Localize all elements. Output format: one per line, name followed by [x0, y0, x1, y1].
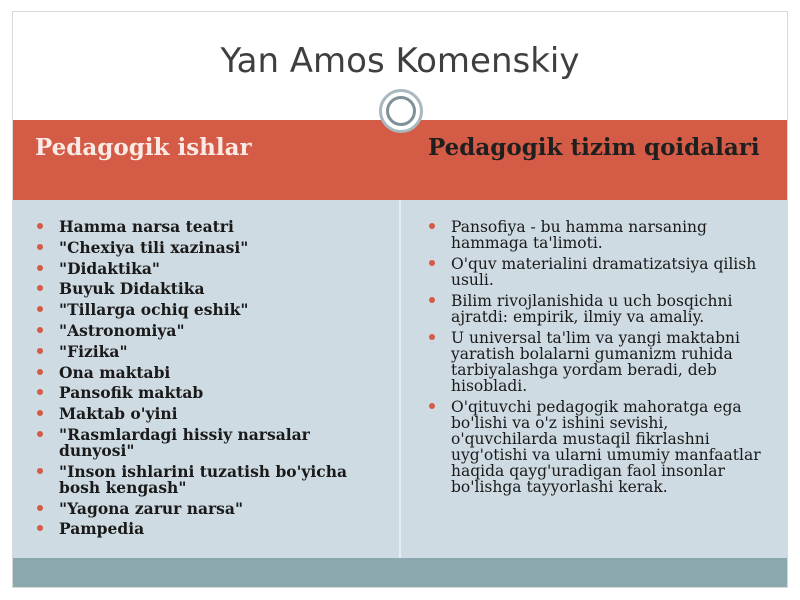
list-item-text: Ona maktabi: [59, 362, 171, 382]
list-item-text: Maktab o'yini: [59, 404, 178, 424]
bullet-icon: [37, 410, 43, 416]
list-item: [37, 341, 377, 361]
right-bullet-list: [427, 219, 772, 500]
list-item-text: "Chexiya tili xazinasi": [59, 237, 249, 257]
bullet-icon: [37, 265, 43, 271]
bullet-icon: [429, 223, 435, 229]
slide: [13, 12, 787, 587]
bullet-icon: [37, 348, 43, 354]
list-item: [37, 237, 377, 257]
list-item: [37, 302, 377, 318]
bullet-icon: [37, 369, 43, 375]
left-bullet-list: [37, 219, 377, 542]
bullet-icon: [37, 244, 43, 250]
list-item: [427, 399, 772, 495]
bullet-icon: [37, 306, 43, 312]
bullet-icon: [37, 468, 43, 474]
bullet-icon: [37, 223, 43, 229]
list-item: [37, 385, 377, 401]
left-column-header: Pedagogik ishlar: [35, 134, 252, 161]
list-item-text: O'qituvchi pedagogik mahoratga ega bo'lishi va o'z ishini sevishi, o'quvchilarda mustaqil fikrlashni uyg'otishi va ularni umumiy manfaatlar haqida qayg'uradigan faol insonlar bo'lishga tayyorlashi kerak.: [451, 398, 761, 496]
list-item-text: "Didaktika": [59, 258, 160, 278]
list-item: [427, 256, 772, 288]
list-item: [37, 281, 377, 297]
right-column-header: Pedagogik tizim qoidalari: [428, 134, 760, 161]
list-item-text: "Rasmlardagi hissiy narsalar dunyosi": [59, 424, 310, 460]
list-item-text: Hamma narsa teatri: [59, 217, 234, 236]
list-item-text: "Inson ishlarini tuzatish bo'yicha bosh kengash": [59, 461, 348, 497]
list-item: [37, 521, 377, 537]
bullet-icon: [429, 334, 435, 340]
list-item-text: Bilim rivojlanishida u uch bosqichni ajratdi: empirik, ilmiy va amaliy.: [451, 292, 733, 326]
column-divider: [399, 200, 401, 558]
list-item: [37, 424, 377, 460]
list-item: [427, 330, 772, 394]
bullet-icon: [37, 505, 43, 511]
list-item: [37, 406, 377, 422]
bullet-icon: [37, 285, 43, 291]
list-item-text: Pansofik maktab: [59, 383, 204, 403]
list-item: [37, 498, 377, 518]
bullet-icon: [37, 525, 43, 531]
list-item: [37, 320, 377, 340]
bullet-icon: [37, 389, 43, 395]
list-item-text: "Tillarga ochiq eshik": [59, 300, 249, 320]
list-item-text: "Fizika": [59, 341, 128, 361]
list-item-text: "Yagona zarur narsa": [59, 498, 244, 518]
list-item-text: U universal ta'lim va yangi maktabni yaratish bolalarni gumanizm ruhida tarbiyalashga yordam beradi, deb hisobladi.: [451, 329, 740, 395]
bullet-icon: [37, 327, 43, 333]
footer-band: [13, 558, 787, 587]
bullet-icon: [37, 431, 43, 437]
bullet-icon: [429, 297, 435, 303]
list-item: [37, 258, 377, 278]
list-item: [427, 293, 772, 325]
slide-title: Yan Amos Komenskiy: [220, 41, 580, 81]
list-item: [37, 461, 377, 497]
circle-ornament-icon: [379, 89, 423, 133]
bullet-icon: [429, 260, 435, 266]
list-item-text: Buyuk Didaktika: [59, 279, 205, 299]
list-item-text: "Astronomiya": [59, 320, 185, 340]
list-item-text: Pampedia: [59, 519, 145, 539]
list-item: [37, 362, 377, 382]
list-item-text: Pansofiya - bu hamma narsaning hammaga ta'limoti.: [451, 218, 707, 252]
list-item-text: O'quv materialini dramatizatsiya qilish usuli.: [451, 255, 757, 289]
list-item: [427, 219, 772, 251]
bullet-icon: [429, 403, 435, 409]
list-item: [37, 219, 377, 235]
